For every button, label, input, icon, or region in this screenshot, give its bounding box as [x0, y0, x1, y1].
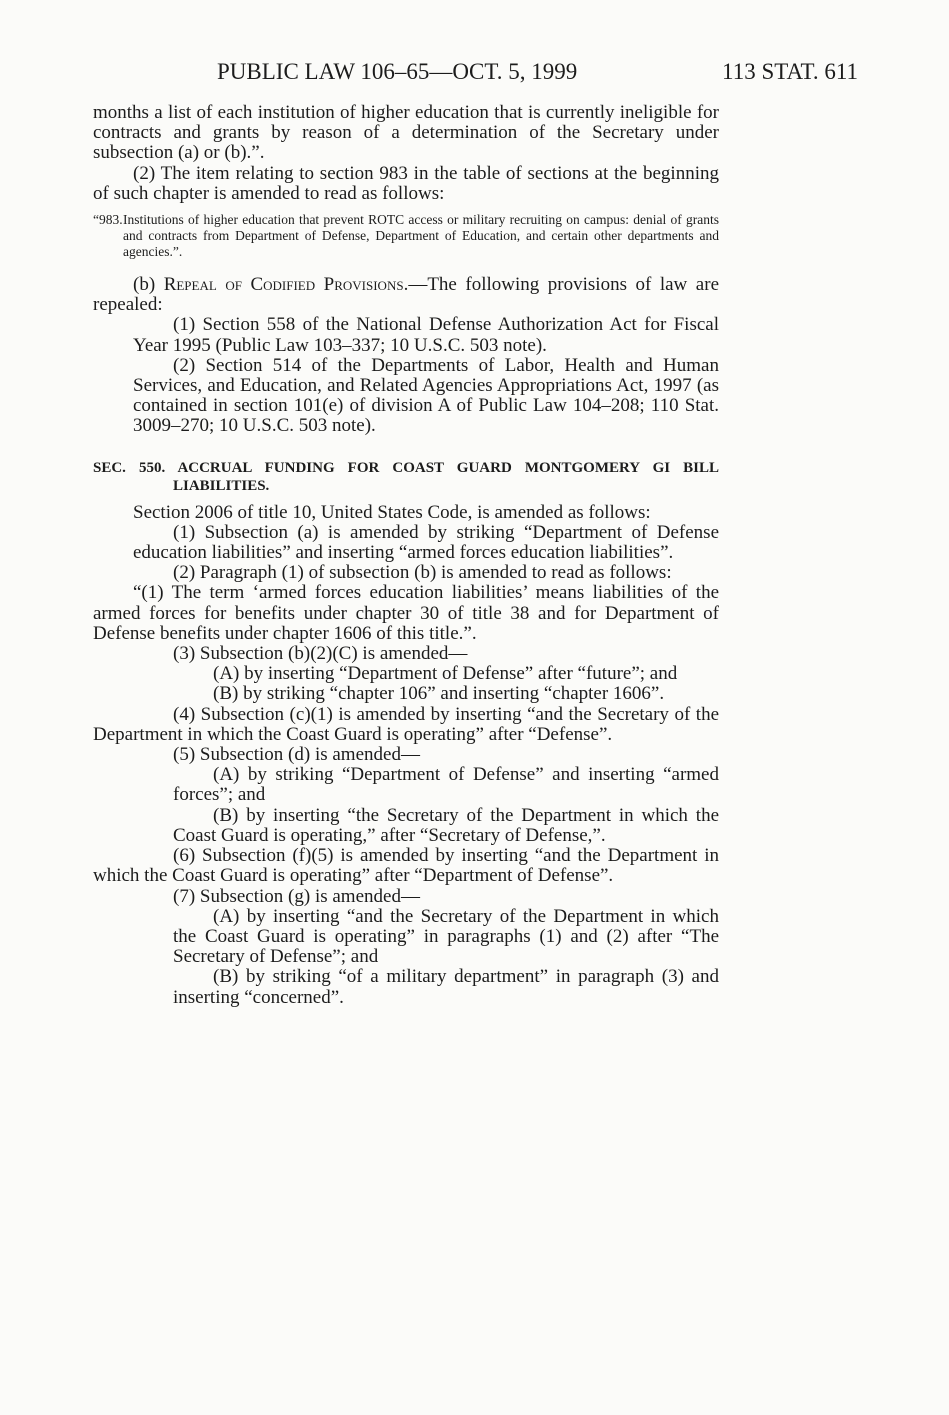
section-title: ACCRUAL FUNDING FOR COAST GUARD MONTGOMERY GI BILL LIABILITIES.	[173, 459, 719, 494]
amendment-5: (5) Subsection (d) is amended—	[173, 744, 420, 766]
section-heading	[93, 459, 719, 495]
amendment-4: (4) Subsection (c)(1) is amended by inserting “and the Secretary of the Department in which the Coast Guard is operating” after “Defense”.	[93, 703, 719, 745]
amendment-5a: (A) by striking “Department of Defense” and inserting “armed forces”; and	[173, 764, 719, 806]
document-body	[93, 103, 719, 1008]
subsection-b	[93, 275, 719, 315]
amendment-5b: (B) by inserting “the Secretary of the Department in which the Coast Guard is operating,” after “Secretary of Defense,”.	[173, 804, 719, 846]
running-title: PUBLIC LAW 106–65—OCT. 5, 1999	[217, 59, 578, 84]
repealed-item-1: (1) Section 558 of the National Defense Authorization Act for Fiscal Year 1995 (Public Law 103–337; 10 U.S.C. 503 note).	[133, 314, 719, 356]
repealed-item-2: (2) Section 514 of the Departments of Labor, Health and Human Services, and Education, and Related Agencies Appropriations Act, 1997 (as contained in section 101(e) of division A of Public Law 104–208; 110 Stat. 3009–270; 10 U.S.C. 503 note).	[133, 354, 719, 437]
amendment-7b: (B) by striking “of a military department” in paragraph (3) and inserting “concerned”.	[173, 966, 719, 1008]
subsection-text: —The following provisions of law are repealed:	[93, 274, 719, 316]
section-intro: Section 2006 of title 10, United States Code, is amended as follows:	[133, 501, 651, 523]
amendment-3a: (A) by inserting “Department of Defense” after “future”; and	[213, 663, 678, 685]
amendment-7: (7) Subsection (g) is amended—	[173, 885, 420, 907]
paragraph: months a list of each institution of higher education that is currently ineligible for contracts and grants by reason of a determination of the Secretary under subsection (a) or (b).”.	[93, 102, 719, 164]
section-number: SEC. 550.	[93, 459, 166, 476]
table-item-number: “983.	[93, 212, 123, 228]
amendment-2: (2) Paragraph (1) of subsection (b) is amended to read as follows:	[173, 562, 672, 584]
amendment-3b: (B) by striking “chapter 106” and inserting “chapter 1606”.	[213, 683, 665, 705]
paragraph: (2) The item relating to section 983 in the table of sections at the beginning of such chapter is amended to read as follows:	[93, 162, 719, 204]
amendment-3: (3) Subsection (b)(2)(C) is amended—	[173, 643, 468, 665]
quoted-definition: “(1) The term ‘armed forces education liabilities’ means liabilities of the armed forces for benefits under chapter 30 of title 38 and for Department of Defense benefits under chapter 1606 of this title.”.	[93, 582, 719, 644]
amendment-6: (6) Subsection (f)(5) is amended by inserting “and the Department in which the Coast Guard is operating” after “Department of Defense”.	[93, 845, 719, 887]
table-item-text: Institutions of higher education that prevent ROTC access or military recruiting on campus: denial of grants and contracts from Department of Defense, Department of Education, and certain other departments and agencies.”.	[123, 212, 719, 260]
table-of-sections-item	[93, 212, 719, 260]
amendment-7a: (A) by inserting “and the Secretary of the Department in which the Coast Guard is operating” in paragraphs (1) and (2) after “The Secretary of Defense”; and	[173, 905, 719, 968]
statute-reference: 113 STAT. 611	[722, 59, 858, 84]
subsection-heading: Repeal of Codified Provisions.	[163, 274, 409, 296]
subsection-label: (b)	[133, 274, 156, 296]
amendment-1: (1) Subsection (a) is amended by striking “Department of Defense education liabilities” and inserting “armed forces education liabilities”.	[133, 521, 719, 564]
